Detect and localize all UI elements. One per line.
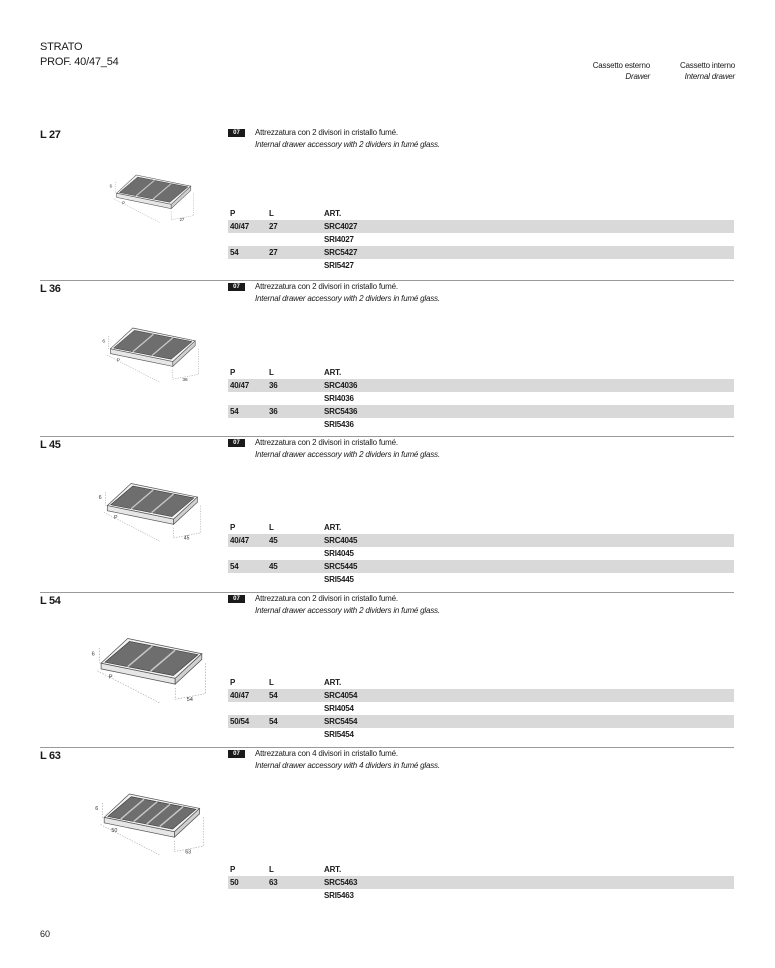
cell-article-code: SRC4054 [324, 691, 358, 700]
table-row [228, 233, 734, 246]
column-heading-external [593, 60, 650, 82]
dim-depth-label: 50 [111, 827, 118, 834]
article-table [228, 676, 734, 741]
dim-height-label: 6 [98, 494, 102, 501]
table-header-row [228, 366, 734, 379]
table-header-row [228, 521, 734, 534]
column-header: P [230, 678, 236, 687]
section-title: L 36 [40, 283, 61, 295]
section-title: L 63 [40, 750, 61, 762]
dim-depth-label: P [114, 515, 118, 522]
section-title: L 45 [40, 439, 61, 451]
finish-code-badge: 07 [228, 439, 245, 447]
description-english: Internal drawer accessory with 2 dividers in fumé glass. [255, 140, 440, 149]
profile-subtitle: PROF. 40/47_54 [40, 56, 119, 68]
column-header: L [269, 523, 274, 532]
table-row [228, 379, 734, 392]
cell-depth: 40/47 [230, 536, 250, 545]
cell-article-code: SRC4027 [324, 222, 358, 231]
cell-width: 27 [269, 248, 278, 257]
cell-article-code: SRI5463 [324, 891, 354, 900]
column-header: ART. [324, 368, 341, 377]
table-row [228, 889, 734, 902]
product-section [40, 747, 734, 907]
column-header: L [269, 865, 274, 874]
drawer-illustration [80, 466, 240, 544]
column-header: ART. [324, 523, 341, 532]
dim-width-label: 36 [182, 377, 188, 383]
cell-depth: 54 [230, 407, 239, 416]
accessory-description [255, 748, 440, 772]
cell-article-code: SRC5436 [324, 407, 358, 416]
column-heading-internal-en: Internal drawer [684, 72, 735, 81]
table-header-row [228, 863, 734, 876]
cell-article-code: SRI4036 [324, 394, 354, 403]
description-english: Internal drawer accessory with 2 dividers in fumé glass. [255, 606, 440, 615]
column-header: L [269, 368, 274, 377]
finish-code-badge: 07 [228, 129, 245, 137]
drawer-illustration [80, 622, 240, 704]
column-header: P [230, 523, 236, 532]
article-table [228, 863, 734, 902]
table-row [228, 259, 734, 272]
accessory-description [255, 127, 440, 151]
cell-depth: 54 [230, 562, 239, 571]
cell-depth: 40/47 [230, 222, 250, 231]
description-english: Internal drawer accessory with 4 dividers in fumé glass. [255, 761, 440, 770]
product-section [40, 280, 734, 436]
dim-height-label: 6 [91, 651, 95, 658]
table-row [228, 876, 734, 889]
cell-width: 36 [269, 381, 278, 390]
table-row [228, 715, 734, 728]
dim-height-label: 6 [95, 806, 99, 813]
drawer-illustration [80, 777, 240, 855]
column-heading-external-it: Cassetto esterno [592, 61, 650, 70]
cell-width: 27 [269, 222, 278, 231]
table-row [228, 220, 734, 233]
table-row [228, 689, 734, 702]
table-row [228, 573, 734, 586]
article-table [228, 207, 734, 272]
dim-height-label: 6 [102, 339, 106, 345]
column-heading-internal-it: Cassetto interno [679, 61, 735, 70]
product-section [40, 436, 734, 592]
cell-width: 36 [269, 407, 278, 416]
cell-width: 63 [269, 878, 278, 887]
dim-width-label: 63 [185, 849, 192, 856]
column-header: P [230, 865, 236, 874]
cell-article-code: SRC5463 [324, 878, 358, 887]
article-table [228, 521, 734, 586]
table-row [228, 547, 734, 560]
cell-width: 45 [269, 536, 278, 545]
column-header: ART. [324, 865, 341, 874]
cell-width: 54 [269, 717, 278, 726]
article-table [228, 366, 734, 431]
table-header-row [228, 676, 734, 689]
column-header: ART. [324, 678, 341, 687]
product-section [40, 592, 734, 747]
dim-height-label: 6 [109, 183, 112, 189]
accessory-description [255, 593, 440, 617]
brand-name: STRATO [40, 41, 83, 53]
drawer-illustration [80, 310, 240, 388]
drawer-illustration [80, 156, 240, 234]
cell-depth: 40/47 [230, 691, 250, 700]
table-row [228, 418, 734, 431]
finish-code-badge: 07 [228, 750, 245, 758]
cell-depth: 40/47 [230, 381, 250, 390]
dim-depth-label: P [108, 674, 113, 681]
cell-article-code: SRI4054 [324, 704, 354, 713]
column-header: L [269, 678, 274, 687]
table-header-row [228, 207, 734, 220]
description-english: Internal drawer accessory with 2 dividers in fumé glass. [255, 294, 440, 303]
cell-depth: 50/54 [230, 717, 250, 726]
page-number: 60 [40, 929, 51, 939]
product-section [40, 126, 734, 280]
dim-depth-label: P [116, 358, 121, 364]
description-italian: Attrezzatura con 2 divisori in cristallo fumé. [255, 128, 398, 137]
cell-depth: 54 [230, 248, 239, 257]
table-row [228, 728, 734, 741]
description-italian: Attrezzatura con 2 divisori in cristallo fumé. [255, 282, 398, 291]
page-header [40, 40, 119, 70]
cell-article-code: SRI5445 [324, 575, 354, 584]
description-italian: Attrezzatura con 2 divisori in cristallo fumé. [255, 438, 398, 447]
cell-article-code: SRC5454 [324, 717, 358, 726]
table-row [228, 405, 734, 418]
cell-article-code: SRI5436 [324, 420, 354, 429]
table-row [228, 702, 734, 715]
column-header: P [230, 368, 236, 377]
table-row [228, 534, 734, 547]
dim-width-label: 54 [186, 697, 193, 704]
column-heading-external-en: Drawer [625, 72, 650, 81]
table-row [228, 560, 734, 573]
section-title: L 27 [40, 129, 61, 141]
dim-width-label: 45 [183, 535, 190, 542]
column-heading-internal [680, 60, 735, 82]
description-english: Internal drawer accessory with 2 dividers in fumé glass. [255, 450, 440, 459]
cell-article-code: SRI4045 [324, 549, 354, 558]
description-italian: Attrezzatura con 2 divisori in cristallo fumé. [255, 594, 398, 603]
dim-depth-label: P [122, 200, 125, 206]
table-row [228, 246, 734, 259]
column-header: L [269, 209, 274, 218]
cell-article-code: SRI5427 [324, 261, 354, 270]
column-header: ART. [324, 209, 341, 218]
accessory-description [255, 281, 440, 305]
finish-code-badge: 07 [228, 595, 245, 603]
table-row [228, 392, 734, 405]
accessory-description [255, 437, 440, 461]
cell-width: 45 [269, 562, 278, 571]
cell-article-code: SRI4027 [324, 235, 354, 244]
section-title: L 54 [40, 595, 61, 607]
cell-width: 54 [269, 691, 278, 700]
cell-article-code: SRC4036 [324, 381, 358, 390]
cell-article-code: SRC5427 [324, 248, 358, 257]
cell-depth: 50 [230, 878, 239, 887]
cell-article-code: SRC4045 [324, 536, 358, 545]
cell-article-code: SRC5445 [324, 562, 358, 571]
description-italian: Attrezzatura con 4 divisori in cristallo fumé. [255, 749, 398, 758]
column-header: P [230, 209, 236, 218]
cell-article-code: SRI5454 [324, 730, 354, 739]
finish-code-badge: 07 [228, 283, 245, 291]
dim-width-label: 27 [179, 217, 185, 223]
